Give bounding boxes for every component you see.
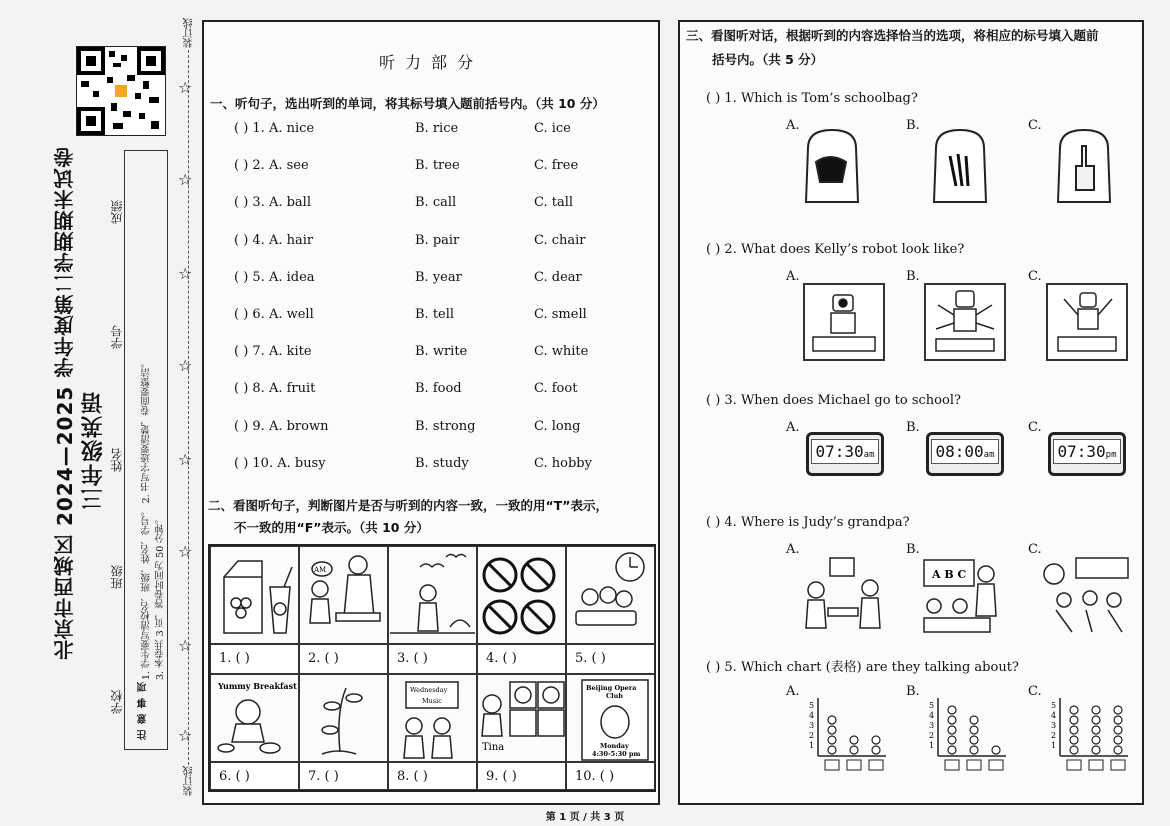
flower-mark — [1070, 706, 1078, 714]
option-c: C. foot — [534, 381, 578, 397]
backpack-horse-icon — [806, 130, 858, 202]
flower-mark — [948, 746, 956, 754]
section-2-heading-1: 二、看图听句子，判断图片是否与听到的内容一致，一致的用“T”表示， — [208, 498, 608, 513]
option-letter: B. — [906, 684, 920, 699]
robot-a-icon — [805, 285, 883, 359]
axis-tick: 1 — [809, 741, 815, 750]
flower-mark — [850, 746, 858, 754]
field-school: 学校 — [110, 690, 124, 714]
flower-mark — [828, 716, 836, 724]
axis-tick: 3 — [809, 721, 815, 730]
option-letter: A. — [786, 118, 800, 133]
option-b: B. food — [415, 381, 462, 397]
section-1-heading: 一、听句子，选出听到的单词，将其标号填入题前括号内。（共 10 分） — [210, 96, 605, 111]
tf-answer-cell[interactable] — [566, 644, 655, 674]
flower-mark — [1092, 736, 1100, 744]
flower-mark — [948, 726, 956, 734]
binding-line — [188, 40, 189, 780]
flower-mark — [828, 746, 836, 754]
question-item: ( ) 10. A. busy — [234, 455, 326, 471]
flower-mark — [948, 736, 956, 744]
option-letter: C. — [1028, 542, 1042, 557]
tf-answer-cell[interactable] — [477, 644, 566, 674]
park-chess-icon — [806, 558, 880, 628]
question-5: ( ) 5. Which chart (表格) are they talking about? — [706, 660, 1019, 675]
question-item: ( ) 3. A. ball — [234, 195, 311, 211]
question-item: ( ) 6. A. well — [234, 307, 314, 322]
option-b: B. rice — [415, 121, 459, 136]
tf-answer-cell[interactable] — [388, 762, 477, 790]
robot-picture-b — [924, 283, 1006, 361]
pictograph-chart — [808, 692, 888, 774]
star-icon: ☆ — [178, 726, 193, 745]
subject-title: 三年级英语 — [81, 390, 106, 510]
birdwatch-icon — [390, 555, 475, 634]
tf-answer-label: 3. ( ) — [397, 651, 428, 666]
clock-suffix: pm — [1105, 450, 1117, 460]
field-score: 成绩 — [110, 200, 124, 224]
category-icon — [945, 760, 959, 770]
qr-code — [76, 46, 166, 136]
robot-c-icon — [1048, 285, 1126, 359]
tf-answer-label: 9. ( ) — [486, 769, 517, 784]
star-icon: ☆ — [178, 356, 193, 375]
flower-mark — [1114, 716, 1122, 724]
question-item: ( ) 9. A. brown — [234, 418, 329, 434]
flower-mark — [1114, 736, 1122, 744]
poster-time: 4:30-5:30 pm — [592, 750, 641, 758]
axis-tick: 4 — [809, 711, 815, 720]
tf-answer-label: 2. ( ) — [308, 651, 339, 666]
option-letter: A. — [786, 269, 800, 284]
binding-label-bottom: 装订线 — [184, 766, 195, 796]
flower-mark — [1114, 746, 1122, 754]
tf-answer-label: 1. ( ) — [219, 651, 250, 666]
star-icon: ☆ — [178, 170, 193, 189]
question-2: ( ) 2. What does Kelly’s robot look like? — [706, 242, 965, 257]
flower-mark — [828, 736, 836, 744]
option-b: B. tell — [415, 307, 455, 322]
card-day: Wednesday — [410, 686, 448, 694]
tf-answer-label: 6. ( ) — [219, 769, 250, 784]
clock-time: 07:30 — [1057, 442, 1106, 461]
flower-mark — [1070, 716, 1078, 724]
flower-mark — [850, 736, 858, 744]
axis-tick: 4 — [1051, 711, 1057, 720]
clock-time: 07:30 — [815, 442, 864, 461]
breakfast-label: Yummy Breakfast — [218, 681, 297, 691]
option-letter: A. — [786, 420, 800, 435]
option-letter: B. — [906, 118, 920, 133]
axis-tick: 3 — [1051, 721, 1057, 730]
section-3-heading-1: 三、看图听对话，根据听到的内容选择恰当的选项，将相应的标号填入题前 — [686, 28, 1099, 43]
flower-mark — [1092, 746, 1100, 754]
flower-mark — [970, 746, 978, 754]
backpacks — [800, 126, 1120, 206]
category-icon — [869, 760, 883, 770]
axis-tick: 1 — [929, 741, 935, 750]
digital-clock — [926, 432, 1004, 476]
tf-answer-label: 8. ( ) — [397, 769, 428, 784]
opera-poster-icon — [582, 680, 648, 760]
flower-mark — [1092, 716, 1100, 724]
question-3: ( ) 3. When does Michael go to school? — [706, 393, 961, 408]
category-icon — [825, 760, 839, 770]
axis-tick: 2 — [929, 731, 935, 740]
notes-label: 注意事项 — [138, 676, 149, 740]
grandpa-pictures — [798, 554, 1138, 640]
flower-mark — [1070, 746, 1078, 754]
option-c: C. smell — [534, 307, 587, 322]
tf-answer-cell[interactable] — [299, 762, 388, 790]
robot-picture-c — [1046, 283, 1128, 361]
option-c: C. white — [534, 344, 589, 360]
tf-pictures-row1 — [210, 547, 655, 643]
milk-juice-icon — [224, 561, 292, 633]
option-letter: C. — [1028, 684, 1042, 699]
tf-answer-cell[interactable] — [566, 762, 655, 790]
option-letter: C. — [1028, 269, 1042, 284]
tf-answer-cell[interactable] — [299, 644, 388, 674]
tf-answer-cell[interactable] — [210, 644, 299, 674]
playground-icon — [1044, 558, 1128, 632]
plant-icon — [322, 688, 362, 754]
axis-tick: 2 — [809, 731, 815, 740]
flower-mark — [948, 706, 956, 714]
category-icon — [847, 760, 861, 770]
tf-answer-label: 4. ( ) — [486, 651, 517, 666]
kids-clock-icon — [576, 553, 644, 625]
tina-faces-icon — [482, 682, 564, 753]
am-bubble: AM — [314, 566, 327, 574]
digital-clock — [1048, 432, 1126, 476]
robot-picture-a — [803, 283, 885, 361]
option-b: B. call — [415, 195, 457, 211]
option-letter: B. — [906, 420, 920, 435]
notes-line-1: 1. 学生要写清校名、班级、姓名、学号。 2. 书写字迹要清楚，卷面要整洁。 — [141, 358, 152, 680]
flower-mark — [948, 716, 956, 724]
page-footer: 第 1 页 / 共 3 页 — [545, 812, 625, 823]
field-class: 班级 — [110, 565, 124, 589]
star-icon: ☆ — [178, 636, 193, 655]
flower-mark — [872, 736, 880, 744]
star-icon: ☆ — [178, 264, 193, 283]
question-item: ( ) 2. A. see — [234, 158, 309, 174]
tf-answer-cell[interactable] — [477, 762, 566, 790]
question-4: ( ) 4. Where is Judy’s grandpa? — [706, 515, 910, 530]
tf-answer-cell[interactable] — [210, 762, 299, 790]
clock-time: 08:00 — [935, 442, 984, 461]
backpack-zebra-icon — [934, 130, 986, 202]
flower-mark — [1114, 726, 1122, 734]
doctor-girl-icon — [310, 556, 380, 623]
clock-suffix: am — [863, 450, 875, 460]
option-b: B. pair — [415, 232, 460, 248]
option-b: B. strong — [415, 418, 476, 434]
section-2-heading-2: 不一致的用“F”表示。（共 10 分） — [234, 520, 429, 535]
axis-tick: 4 — [929, 711, 935, 720]
option-c: C. free — [534, 158, 579, 174]
category-icon — [967, 760, 981, 770]
star-icon: ☆ — [178, 78, 193, 97]
tf-answer-cell[interactable] — [388, 644, 477, 674]
option-letter: B. — [906, 542, 920, 557]
question-item: ( ) 7. A. kite — [234, 344, 312, 360]
flower-mark — [1070, 736, 1078, 744]
tina-label: Tina — [482, 742, 505, 753]
flower-mark — [1092, 706, 1100, 714]
category-icon — [1067, 760, 1081, 770]
option-c: C. long — [534, 418, 581, 434]
exam-title: 北京市西城区 2024—2025 学年度第二学期期末试卷 — [53, 146, 77, 660]
star-icon: ☆ — [178, 542, 193, 561]
backpack-giraffe-icon — [1058, 130, 1110, 202]
field-name: 姓名 — [110, 448, 124, 472]
axis-tick: 5 — [929, 701, 935, 710]
flower-mark — [1114, 706, 1122, 714]
flower-mark — [970, 716, 978, 724]
flower-mark — [828, 726, 836, 734]
section-3-heading-2: 括号内。（共 5 分） — [712, 52, 824, 67]
flower-mark — [1070, 726, 1078, 734]
axis-tick: 5 — [1051, 701, 1057, 710]
option-b: B. study — [415, 455, 469, 471]
category-icon — [1111, 760, 1125, 770]
option-letter: B. — [906, 269, 920, 284]
digital-clock — [806, 432, 884, 476]
flower-mark — [970, 726, 978, 734]
poster-title: Beijing Opera — [586, 684, 637, 692]
option-c: C. chair — [534, 232, 586, 248]
no-animals-icon — [484, 559, 554, 633]
option-letter: C. — [1028, 420, 1042, 435]
option-letter: A. — [786, 542, 800, 557]
option-c: C. hobby — [534, 455, 592, 471]
axis-tick: 3 — [929, 721, 935, 730]
option-letter: A. — [786, 684, 800, 699]
option-b: B. year — [415, 269, 462, 285]
category-icon — [989, 760, 1003, 770]
section-title: 听力部分 — [378, 53, 483, 72]
tf-answer-label: 7. ( ) — [308, 769, 339, 784]
field-number: 学号 — [110, 325, 124, 349]
option-b: B. write — [415, 344, 468, 360]
question-item: ( ) 4. A. hair — [234, 232, 314, 248]
option-c: C. tall — [534, 195, 574, 211]
category-icon — [1089, 760, 1103, 770]
poster-club: Club — [606, 692, 623, 700]
classroom-icon — [924, 560, 996, 632]
option-letter: C. — [1028, 118, 1042, 133]
axis-tick: 2 — [1051, 731, 1057, 740]
music-teacher-icon — [404, 682, 458, 758]
question-item: ( ) 1. A. nice — [234, 121, 315, 136]
binding-label-top: 装订线 — [184, 18, 195, 48]
flower-mark — [970, 736, 978, 744]
axis-tick: 1 — [1051, 741, 1057, 750]
question-item: ( ) 8. A. fruit — [234, 381, 316, 397]
flower-mark — [1092, 726, 1100, 734]
option-c: C. ice — [534, 121, 571, 136]
board-letters: A B C — [932, 568, 967, 581]
star-icon: ☆ — [178, 450, 193, 469]
option-c: C. dear — [534, 269, 582, 285]
question-1: ( ) 1. Which is Tom’s schoolbag? — [706, 91, 918, 106]
tf-answer-label: 10. ( ) — [575, 769, 615, 784]
tf-pictures-row2 — [210, 676, 655, 762]
flower-mark — [992, 746, 1000, 754]
option-b: B. tree — [415, 158, 460, 174]
pictograph-chart — [928, 692, 1008, 774]
card-subject: Music — [422, 697, 442, 705]
poster-day: Monday — [600, 742, 629, 750]
flower-mark — [872, 746, 880, 754]
pictograph-chart — [1050, 692, 1130, 774]
tf-answer-label: 5. ( ) — [575, 651, 606, 666]
clock-suffix: am — [983, 450, 995, 460]
robot-b-icon — [926, 285, 1004, 359]
breakfast-girl-icon — [214, 680, 297, 753]
notes-line-2: 3. 本卷共 3 页，答卷时间为 50 分钟。 — [155, 514, 166, 680]
question-item: ( ) 5. A. idea — [234, 269, 315, 285]
axis-tick: 5 — [809, 701, 815, 710]
